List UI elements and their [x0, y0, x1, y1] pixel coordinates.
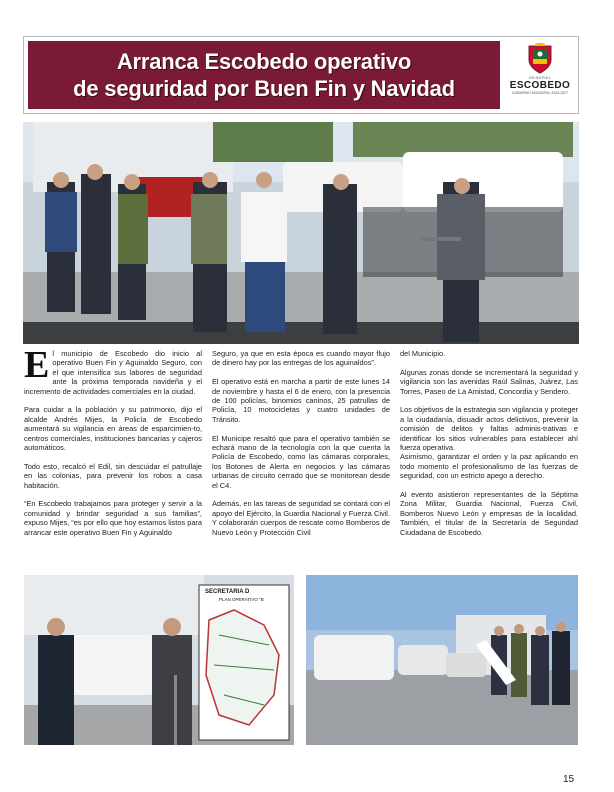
top-photo-illustration [23, 122, 579, 344]
article-column-2 [212, 349, 390, 573]
article-column-3 [400, 349, 578, 573]
bottom-right-photo [306, 575, 578, 745]
paragraph: El operativo está en marcha a partir de este lunes 14 de noviembre y hasta el 6 de enero, con la presencia de 100 policías, binomios caninos, 25 patrullas de Policía, 10 motocicletas y cuatro unidades de Tránsito. [212, 377, 390, 424]
page-number: 15 [563, 774, 575, 785]
headline-line-1: Arranca Escobedo operativo [116, 49, 412, 74]
logo-subtitle: GENERAL [528, 75, 552, 80]
paragraph: Todo esto, recalcó el Edil, sin descuidar el patrullaje en las colonias, para prevenir los robos a casa habitación. [24, 461, 202, 490]
logo-tagline: GOBIERNO MUNICIPAL 2024-2027 [511, 91, 569, 95]
paragraph: Asimismo, garantizar el orden y la paz aplicando en todo momento el profesionalismo de las fuerzas de seguridad, con un estricto apego a derecho. [400, 452, 578, 481]
escobedo-logo [505, 41, 575, 109]
paragraph: Para cuidar a la población y su patrimonio, dijo el alcalde Andrés Mijes, la Policía de Escobedo aumentará su vigilancia en áreas de esparcimien-to, centros comerciales, instituciones bancarias y cajeros automáticos. [24, 405, 202, 453]
logo-name: ESCOBEDO [509, 80, 571, 91]
headline [73, 48, 455, 102]
paragraph: El Municipe resaltó que para el operativo también se echará mano de la tecnología con la que cuenta la Policía de Escobedo, como las cámaras corporales, los Botones de Alerta en negocios y las cámaras urbanas de circuito cerrado que se monitorean desde el C4. [212, 433, 390, 490]
paragraph: l municipio de Escobedo dio inicio al operativo Buen Fin y Aguinaldo Seguro, con el que intensifica sus labores de seguridad ante la próxima temporada navideña y el incremento de actividades comerciales en la ciudad. [24, 349, 202, 396]
paragraph: del Municipio. [400, 349, 446, 358]
paragraph: Al evento asistieron representantes de la Séptima Zona Militar, Guardia Nacional, Fuerza Civil, Bomberos Nuevo León y empresas de la localidad. También, el titular de la Secretaría de Seguridad Ciudadana de Escobedo. [400, 490, 578, 537]
coat-of-arms-icon [526, 43, 554, 75]
bottom-left-photo [24, 575, 294, 745]
paragraph: Algunas zonas donde se incrementará la seguridad y vigilancia son las avenidas Raúl Salinas, Juárez, Las Torres, Paseo de La Amistad, Concordia y Sendero. [400, 367, 578, 396]
headline-banner [28, 41, 500, 109]
paragraph: “En Escobedo trabajamos para proteger y servir a la comunidad y brindar seguridad a sus familias”, expuso Mijes, “es por ello que hoy estamos listos para arrancar este operativo Buen Fin y Aguinaldo [24, 499, 202, 537]
article-column-1 [24, 344, 202, 573]
top-photo [23, 122, 579, 344]
map-sign-title: SECRETARIA D [205, 589, 250, 595]
bottom-right-photo-illustration [306, 575, 578, 745]
article-header [23, 36, 579, 114]
map-sign-subtitle: PLAN OPERATIVO "B [219, 597, 264, 602]
paragraph: Además, en las tareas de seguridad se contará con el apoyo del Ejército, la Guardia Nacional y Fuerza Civil. Y colaborarán cuerpos de rescate como Bomberos de Nuevo León y Protección Civil [212, 499, 390, 537]
paragraph: Los objetivos de la estrategia son vigilancia y proteger a la ciudadanía, disuadir actos delictivos, prevenir la comisión de delitos y faltas adminis-trativas e identificar los sitios vulnerables para establecer ahí fuerza operativa. [400, 405, 578, 453]
paragraph: Seguro, ya que en esta época es cuando mayor flujo de dinero hay por las entregas de los aguinaldos”. [212, 349, 390, 368]
headline-line-2: de seguridad por Buen Fin y Navidad [73, 76, 455, 101]
drop-cap: E [24, 344, 50, 386]
